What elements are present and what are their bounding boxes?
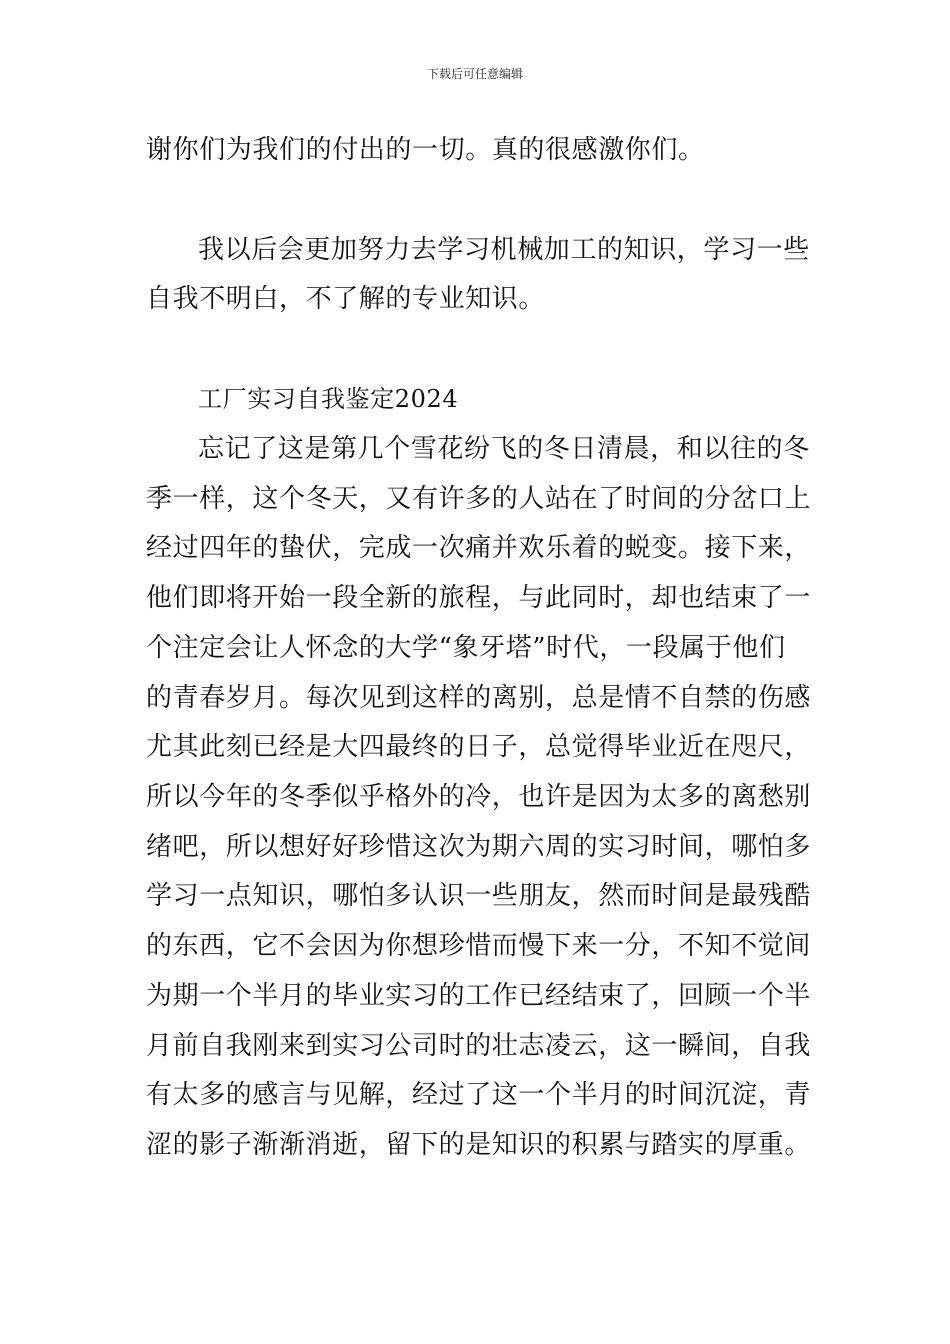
text-line: 所以今年的冬季似乎格外的冷，也许是因为太多的离愁别: [146, 782, 812, 812]
page-header-note: 下载后可任意编辑: [426, 67, 523, 81]
text-line: 月前自我刚来到实习公司时的壮志凌云，这一瞬间，自我: [146, 1031, 812, 1061]
text-line: 经过四年的蛰伏，完成一次痛并欢乐着的蜕变。接下来，: [146, 533, 812, 563]
text-line: 的东西，它不会因为你想珍惜而慢下来一分，不知不觉间: [146, 931, 812, 961]
text-line: 忘记了这是第几个雪花纷飞的冬日清晨，和以往的冬: [198, 434, 810, 464]
text-line: 个注定会让人怀念的大学“象牙塔”时代，一段属于他们: [146, 633, 786, 663]
text-line: 有太多的感言与见解，经过了这一个半月的时间沉淀，青: [146, 1080, 812, 1110]
text-line: 绪吧，所以想好好珍惜这次为期六周的实习时间，哪怕多: [146, 832, 812, 862]
section-title: 工厂实习自我鉴定2024: [198, 385, 459, 413]
text-line: 季一样，这个冬天，又有许多的人站在了时间的分岔口上: [146, 484, 812, 514]
text-line: 为期一个半月的毕业实习的工作已经结束了，回顾一个半: [146, 981, 812, 1011]
text-line: 他们即将开始一段全新的旅程，与此同时，却也结束了一: [146, 583, 812, 613]
text-line: 的青春岁月。每次见到这样的离别，总是情不自禁的伤感: [146, 683, 812, 713]
text-line: 学习一点知识，哪怕多认识一些朋友，然而时间是最残酷: [146, 881, 812, 911]
text-line: 尤其此刻已经是大四最终的日子，总觉得毕业近在咫尺，: [146, 732, 812, 762]
text-line: 涩的影子渐渐消逝，留下的是知识的积累与踏实的厚重。: [146, 1130, 812, 1160]
text-line: 谢你们为我们的付出的一切。真的很感激你们。: [146, 135, 705, 165]
text-line: 我以后会更加努力去学习机械加工的知识，学习一些: [198, 235, 810, 265]
text-line: 自我不明白，不了解的专业知识。: [146, 284, 546, 314]
